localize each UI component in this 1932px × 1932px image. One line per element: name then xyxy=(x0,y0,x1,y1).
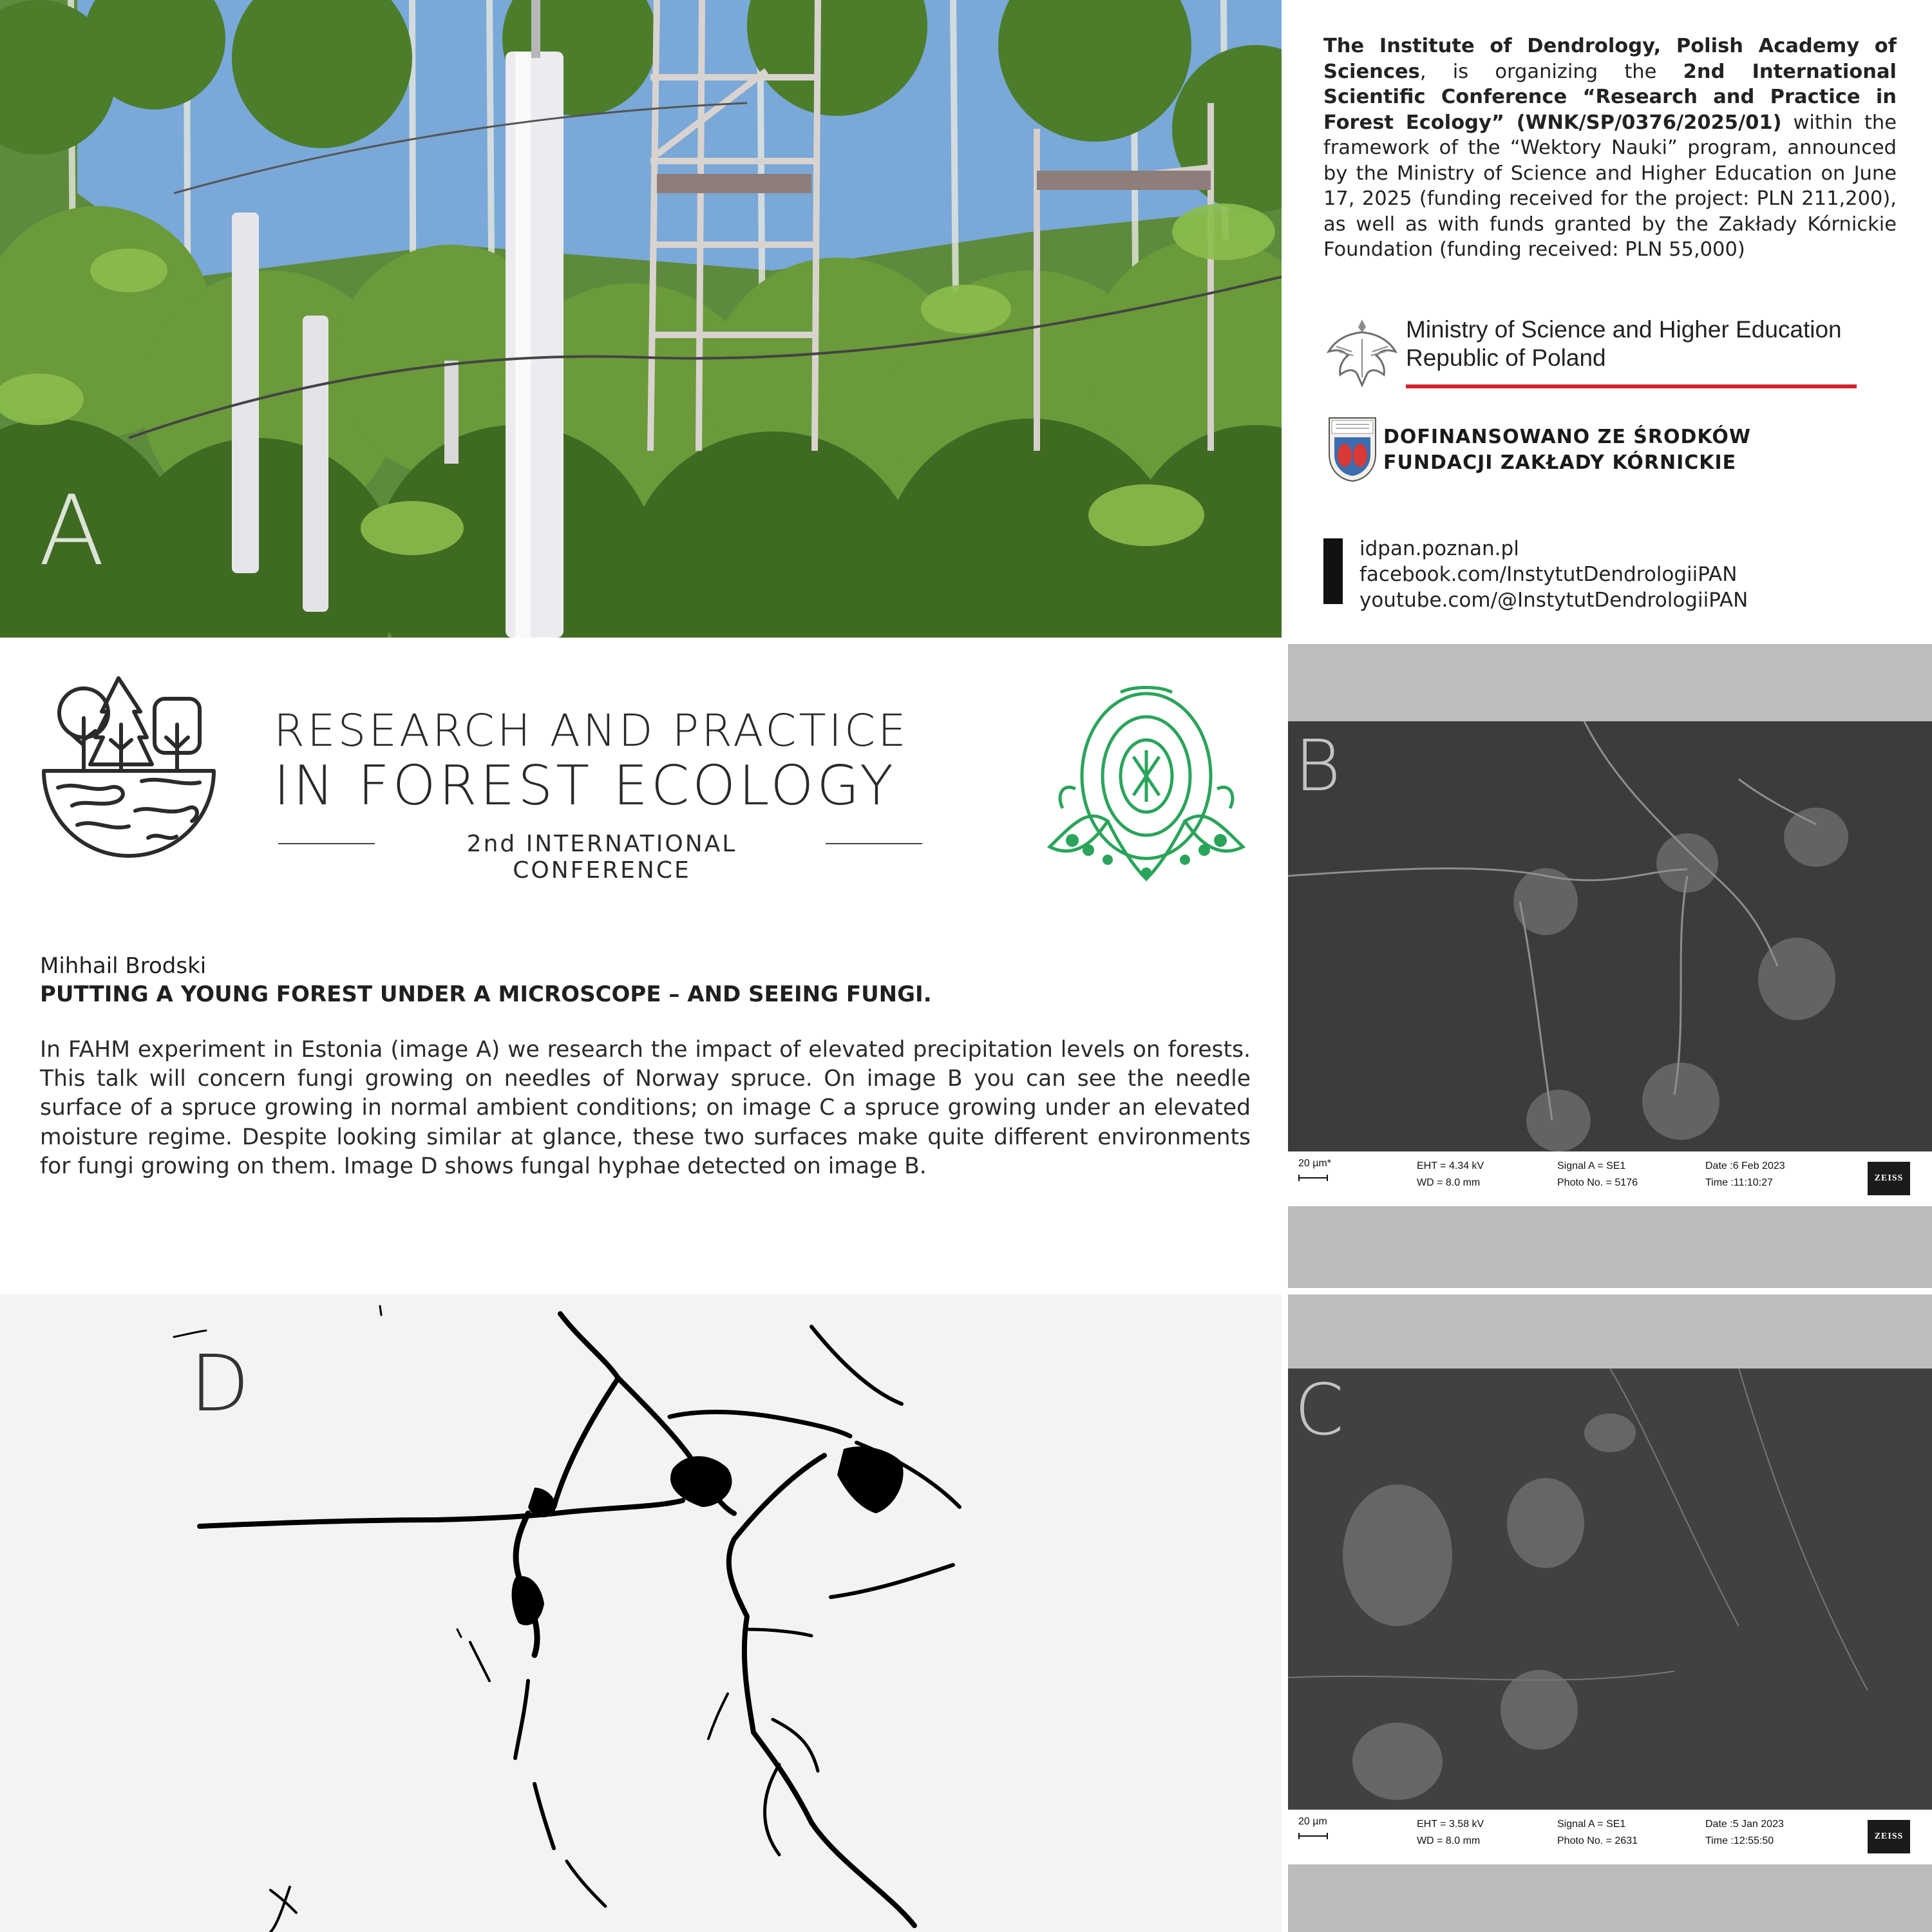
panel-label-a: A xyxy=(39,475,105,587)
sem-b-micrograph xyxy=(1288,721,1932,1151)
sem-b-info-bar xyxy=(1288,1151,1932,1206)
intro-funding: within the framework of the “Wektory Nauki” program, announced by the Ministry of Science and Higher Education on June 17, 2025 (funding received for the project: PLN 211,200), as well as with funds granted by the Zakłady Kórnickie Foundation (funding received: PLN 55,000) xyxy=(1323,111,1897,261)
forest-photo-illustration xyxy=(0,0,1282,638)
sem-c-top-strip xyxy=(1288,1294,1932,1368)
links-accent-bar xyxy=(1323,538,1343,604)
sem-c-signal: Signal A = SE1 xyxy=(1557,1819,1626,1830)
sem-b-signal: Signal A = SE1 xyxy=(1557,1160,1626,1171)
panel-label-c: C xyxy=(1294,1368,1344,1451)
zeiss-logo: ZEISS xyxy=(1868,1162,1910,1195)
sem-c-micrograph xyxy=(1288,1368,1932,1810)
foundation-logo-block xyxy=(1327,415,1900,486)
link-website[interactable]: idpan.poznan.pl xyxy=(1359,537,1519,560)
links-list xyxy=(1359,536,1748,613)
sem-image-panel-c xyxy=(1288,1294,1932,1932)
talk-abstract xyxy=(40,952,1251,1181)
conference-title-line-1: RESEARCH AND PRACTICE xyxy=(274,705,909,757)
sem-c-wd: WD = 8.0 mm xyxy=(1417,1835,1481,1846)
sem-c-eht: EHT = 3.58 kV xyxy=(1417,1819,1484,1830)
sem-c-date: Date :5 Jan 2023 xyxy=(1705,1819,1784,1830)
foundation-line-1: DOFINANSOWANO ZE ŚRODKÓW xyxy=(1383,426,1751,448)
talk-abstract-body: In FAHM experiment in Estonia (image A) we research the impact of elevated precipitation levels on forests. This talk will concern fungi growing on needles of Norway spruce. On image B you can see the needle surface of a spruce growing in normal ambient conditions; on image C a spruce growing under an elevated moisture regime. Despite looking similar at glance, these two surfaces make quite different environments for fungi growing on them. Image D shows fungal hyphae detected on image B. xyxy=(40,1037,1251,1179)
sem-c-info-bar xyxy=(1288,1810,1932,1864)
sem-b-top-strip xyxy=(1288,644,1932,721)
sem-b-date: Date :6 Feb 2023 xyxy=(1705,1160,1785,1171)
conference-logo-icon xyxy=(39,673,219,860)
foundation-text xyxy=(1383,424,1751,476)
intro-organizer: The Institute of Dendrology, Polish Academy of Sciences xyxy=(1323,35,1897,83)
institute-seal-icon xyxy=(1037,679,1256,886)
sem-c-time: Time :12:55:50 xyxy=(1705,1835,1774,1846)
subtitle-rule-right xyxy=(826,843,922,844)
link-facebook[interactable]: facebook.com/InstytutDendrologiiPAN xyxy=(1359,563,1738,586)
ministry-line-2: Republic of Poland xyxy=(1406,345,1606,371)
sem-image-panel-b xyxy=(1288,644,1932,1288)
conference-title-line-2: IN FOREST ECOLOGY xyxy=(274,754,896,818)
polish-eagle-icon xyxy=(1323,313,1401,390)
sem-c-scale-bar xyxy=(1298,1833,1328,1839)
sem-b-field xyxy=(1288,721,1932,1151)
talk-title: PUTTING A YOUNG FOREST UNDER A MICROSCOPE – AND SEEING FUNGI. xyxy=(40,981,932,1007)
sem-b-time: Time :11:10:27 xyxy=(1705,1177,1773,1188)
sem-c-field xyxy=(1288,1368,1932,1810)
sem-b-eht: EHT = 4.34 kV xyxy=(1417,1160,1484,1171)
intro-connector: , is organizing the xyxy=(1419,60,1683,83)
panel-label-d: D xyxy=(190,1340,250,1429)
ministry-red-rule xyxy=(1406,384,1857,388)
link-youtube[interactable]: youtube.com/@InstytutDendrologiiPAN xyxy=(1359,589,1748,612)
sem-b-wd: WD = 8.0 mm xyxy=(1417,1177,1481,1188)
ministry-line-1: Ministry of Science and Higher Education xyxy=(1406,316,1842,343)
conference-title xyxy=(274,705,931,816)
sem-c-bottom-strip xyxy=(1288,1864,1932,1932)
sem-b-photo-no: Photo No. = 5176 xyxy=(1557,1177,1638,1188)
contact-links xyxy=(1323,536,1897,612)
sem-b-bottom-strip xyxy=(1288,1206,1932,1288)
ministry-name xyxy=(1406,316,1842,372)
talk-author: Mihhail Brodski xyxy=(40,953,207,979)
sem-c-scale-label: 20 µm xyxy=(1298,1816,1327,1827)
forest-photo-panel-a xyxy=(0,0,1282,638)
zeiss-logo: ZEISS xyxy=(1868,1820,1910,1853)
sem-b-scale-bar xyxy=(1298,1175,1328,1181)
conference-subtitle-row xyxy=(278,831,922,884)
organizer-statement xyxy=(1323,33,1897,263)
panel-label-b: B xyxy=(1294,724,1341,807)
sem-c-photo-no: Photo No. = 2631 xyxy=(1557,1835,1638,1846)
intro-conference-name: 2nd International Scientific Conference “Research and Practice in Forest Ecology” (WNK/SP/0376/2025/01) xyxy=(1323,60,1897,134)
foundation-line-2: FUNDACJI ZAKŁADY KÓRNICKIE xyxy=(1383,451,1737,474)
conference-subtitle: 2nd INTERNATIONAL CONFERENCE xyxy=(466,831,737,884)
ministry-logo-block xyxy=(1323,309,1897,393)
foundation-crest-icon xyxy=(1327,415,1378,482)
subtitle-rule-left xyxy=(278,843,375,844)
hyphae-detection-panel-d xyxy=(0,1294,1282,1932)
sem-b-scale-label: 20 µm* xyxy=(1298,1158,1332,1169)
